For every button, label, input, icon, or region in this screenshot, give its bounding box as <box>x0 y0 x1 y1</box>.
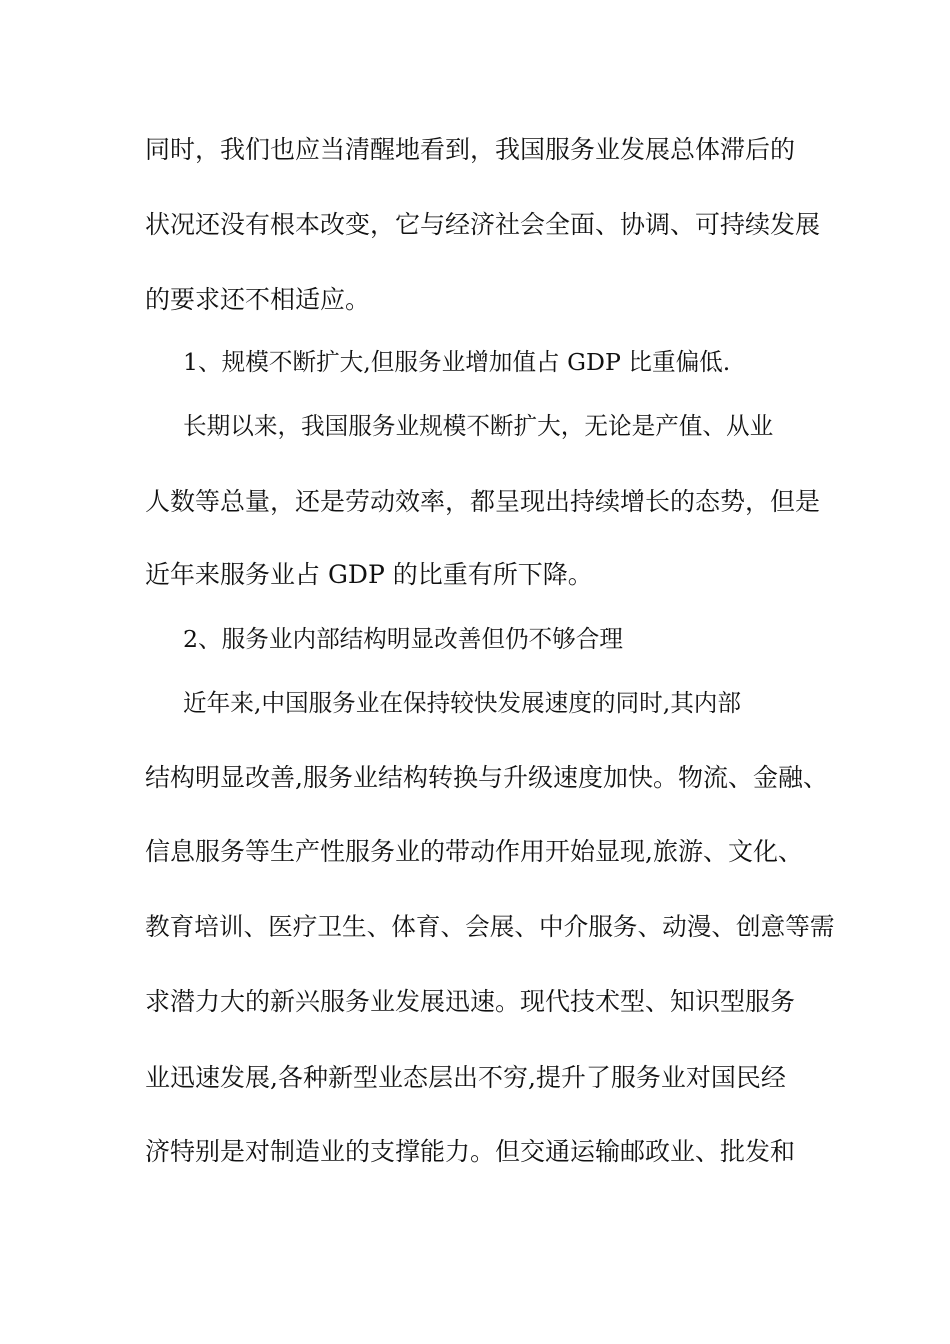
text-line: 状况还没有根本改变，它与经济社会全面、协调、可持续发展 <box>145 210 821 239</box>
text-line: 人数等总量，还是劳动效率，都呈现出持续增长的态势，但是 <box>145 487 821 516</box>
text-line: 教育培训、医疗卫生、体育、会展、中介服务、动漫、创意等需 <box>145 912 835 941</box>
section-heading-2: 2、服务业内部结构明显改善但仍不够合理 <box>183 625 623 653</box>
text-line: 同时，我们也应当清醒地看到，我国服务业发展总体滞后的 <box>145 135 796 164</box>
text-line: 信息服务等生产性服务业的带动作用开始显现,旅游、文化、 <box>145 837 803 866</box>
section-heading-1: 1、规模不断扩大,但服务业增加值占 GDP 比重偏低. <box>183 348 731 376</box>
text-line: 济特别是对制造业的支撑能力。但交通运输邮政业、批发和 <box>145 1137 796 1166</box>
text-line: 结构明显改善,服务业结构转换与升级速度加快。物流、金融、 <box>145 763 828 792</box>
text-line: 业迅速发展,各种新型业态层出不穷,提升了服务业对国民经 <box>145 1063 786 1092</box>
text-line: 长期以来，我国服务业规模不断扩大，无论是产值、从业 <box>183 412 774 440</box>
text-line: 求潜力大的新兴服务业发展迅速。现代技术型、知识型服务 <box>145 987 796 1016</box>
text-line: 的要求还不相适应。 <box>145 285 371 314</box>
text-line: 近年来,中国服务业在保持较快发展速度的同时,其内部 <box>183 689 742 717</box>
text-line: 近年来服务业占 GDP 的比重有所下降。 <box>145 560 593 589</box>
